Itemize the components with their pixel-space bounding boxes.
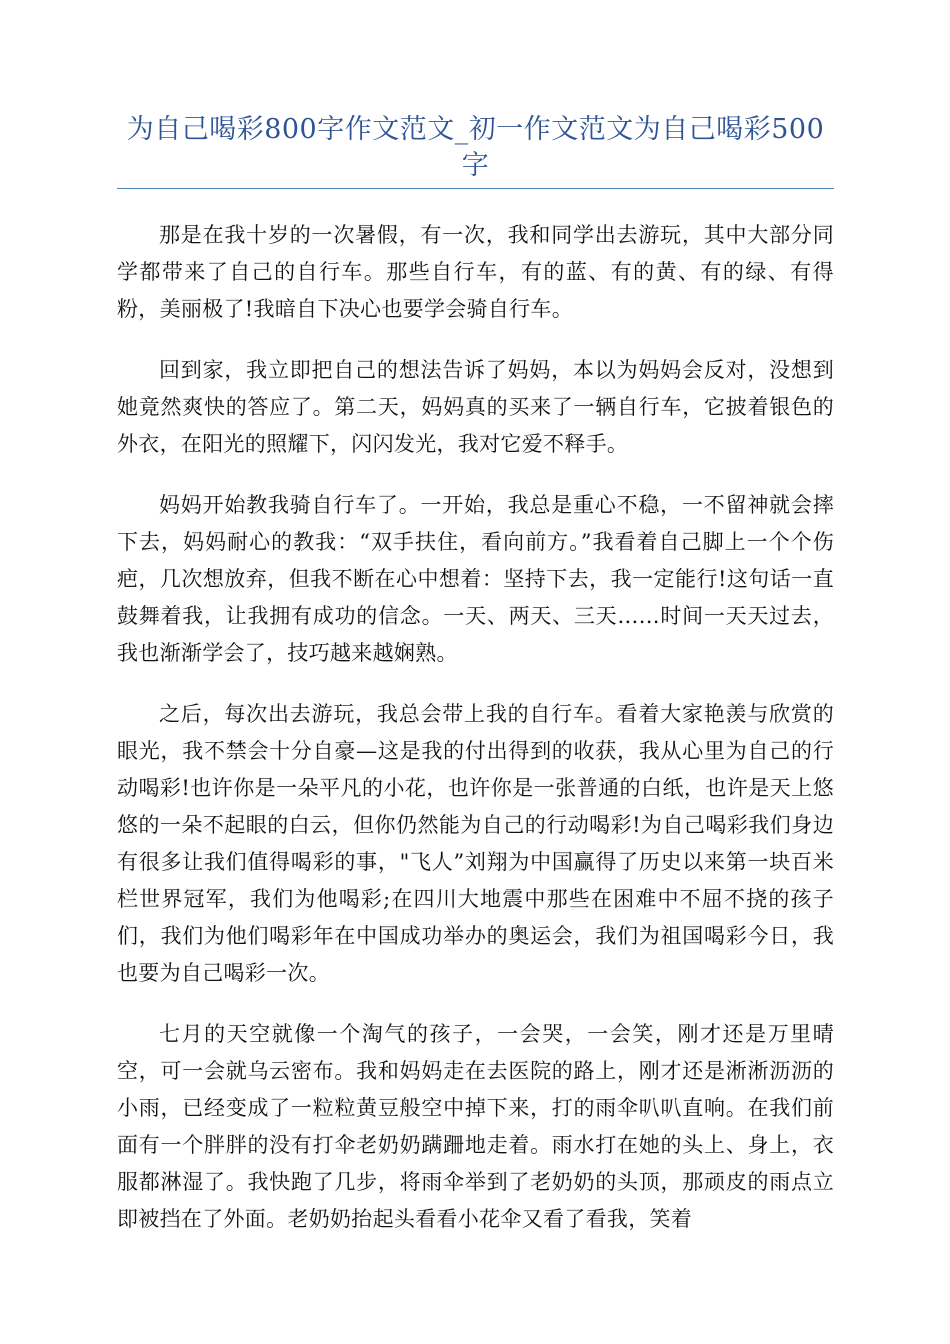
title-underline <box>117 188 834 189</box>
paragraph: 之后，每次出去游玩，我总会带上我的自行车。看着大家艳羡与欣赏的眼光，我不禁会十分自豪—这是我的付出得到的收获，我从心里为自己的行动喝彩!也许你是一朵平凡的小花，也许你是一张普通的白纸，也许是天上悠悠的一朵不起眼的白云，但你仍然能为自己的行动喝彩!为自己喝彩我们身边有很多让我们值得喝彩的事，"飞人”刘翔为中国赢得了历史以来第一块百米栏世界冠军，我们为他喝彩;在四川大地震中那些在困难中不屈不挠的孩子们，我们为他们喝彩年在中国成功举办的奥运会，我们为祖国喝彩今日，我也要为自己喝彩一次。 <box>117 702 834 985</box>
document-page <box>117 112 834 1262</box>
document-title: 为自己喝彩800字作文范文_初一作文范文为自己喝彩500字 <box>126 114 825 181</box>
paragraph: 七月的天空就像一个淘气的孩子，一会哭，一会笑，刚才还是万里晴空，可一会就乌云密布。我和妈妈走在去医院的路上，刚才还是淅淅沥沥的小雨，已经变成了一粒粒黄豆般空中掉下来，打的雨伞叭叭直响。在我们前面有一个胖胖的没有打伞老奶奶蹒跚地走着。雨水打在她的头上、身上，衣服都淋湿了。我快跑了几步，将雨伞举到了老奶奶的头顶，那顽皮的雨点立即被挡在了外面。老奶奶抬起头看看小花伞又看了看我，笑着 <box>117 1022 834 1231</box>
paragraph: 妈妈开始教我骑自行车了。一开始，我总是重心不稳，一不留神就会摔下去，妈妈耐心的教我：“双手扶住，看向前方。”我看着自己脚上一个个伤疤，几次想放弃，但我不断在心中想着：坚持下去，我一定能行!这句话一直鼓舞着我，让我拥有成功的信念。一天、两天、三天……时间一天天过去，我也渐渐学会了，技巧越来越娴熟。 <box>117 493 834 665</box>
paragraph: 那是在我十岁的一次暑假，有一次，我和同学出去游玩，其中大部分同学都带来了自己的自行车。那些自行车，有的蓝、有的黄、有的绿、有得粉，美丽极了!我暗自下决心也要学会骑自行车。 <box>117 223 834 321</box>
paragraph: 回到家，我立即把自己的想法告诉了妈妈，本以为妈妈会反对，没想到她竟然爽快的答应了。第二天，妈妈真的买来了一辆自行车，它披着银色的外衣，在阳光的照耀下，闪闪发光，我对它爱不释手。 <box>117 358 834 456</box>
